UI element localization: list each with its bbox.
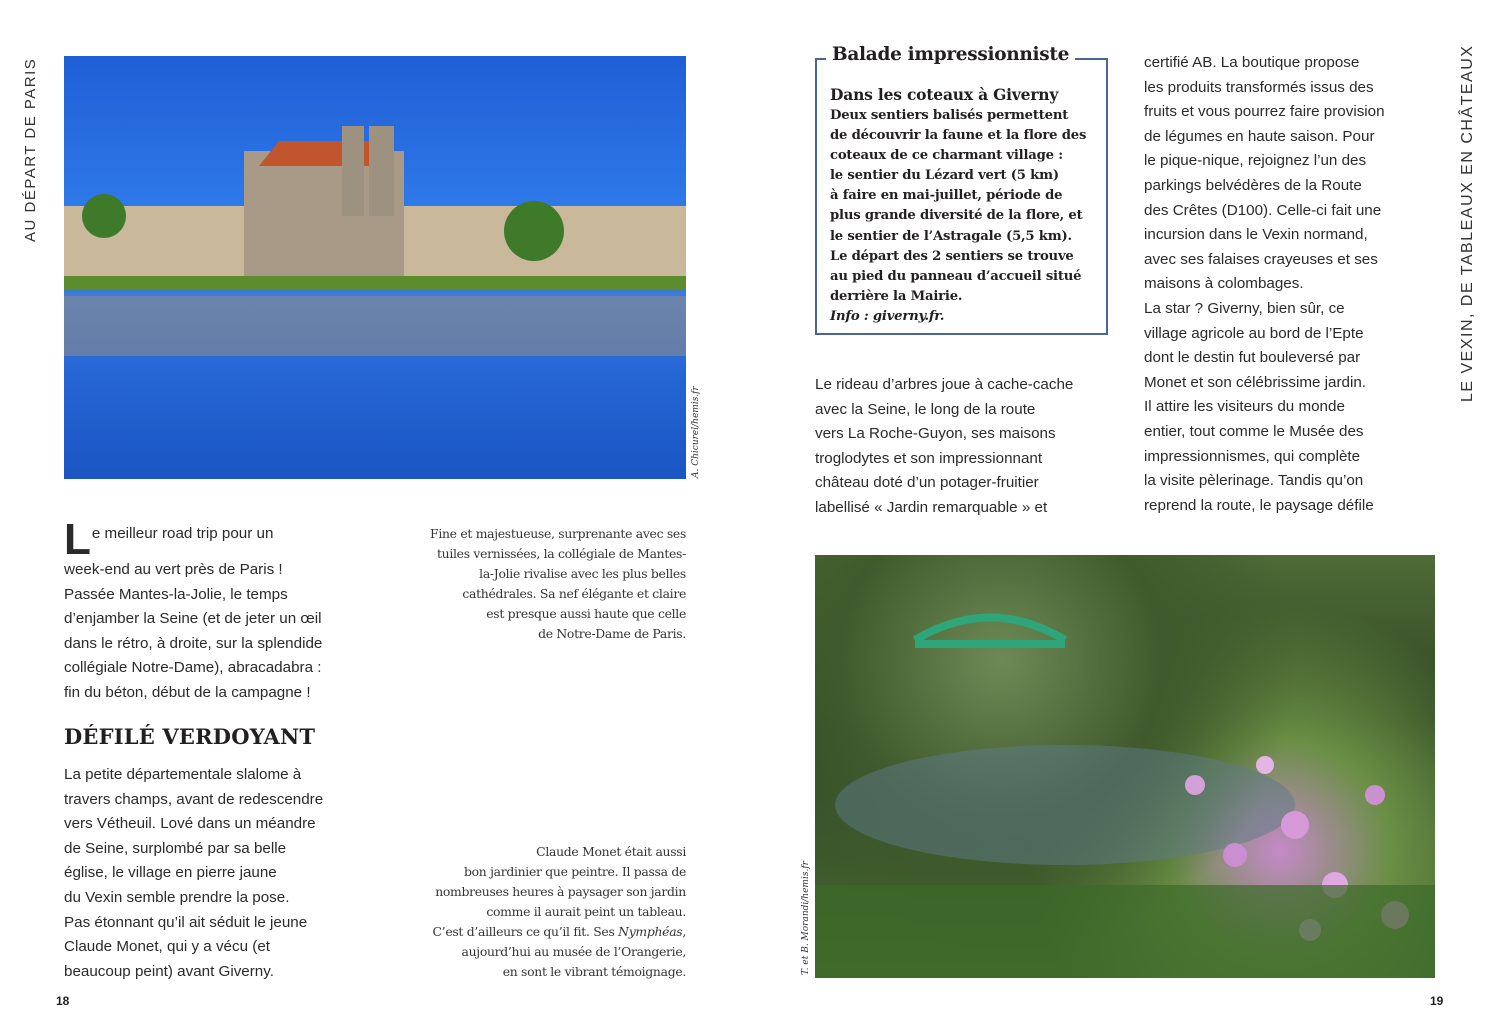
text-line: Fine et majestueuse, surprenante avec ses — [430, 526, 686, 541]
garden-illustration — [815, 555, 1435, 978]
drop-cap: L — [64, 515, 91, 564]
text-line: de légumes en haute saison. Pour — [1144, 127, 1375, 145]
text-line: Claude Monet était aussi — [536, 844, 686, 859]
text-line: comme il aurait peint un tableau. — [486, 904, 686, 919]
text-line: Claude Monet, qui y a vécu (et — [64, 938, 270, 956]
text-line: avec la Seine, le long de la route — [815, 400, 1036, 418]
text-span: , — [682, 924, 686, 939]
text-line: plus grande diversité de la flore, et — [830, 208, 1083, 224]
text-line: labellisé « Jardin remarquable » et — [815, 498, 1048, 516]
text-line: week-end au vert près de Paris ! — [64, 561, 283, 578]
page-number-left: 18 — [56, 994, 70, 1008]
paragraph-mid — [815, 373, 1073, 521]
text-line: de Seine, surplombé par sa belle — [64, 839, 287, 857]
text-line: travers champs, avant de redescendre — [64, 790, 324, 808]
text-line: collégiale Notre-Dame), abracadabra : — [64, 659, 322, 677]
intro-paragraph — [64, 515, 364, 706]
text-line: Il attire les visiteurs du monde — [1144, 398, 1345, 416]
photo-credit-1: A. Chicurel/hemis.fr — [691, 386, 701, 478]
text-line: vers Vétheuil. Lové dans un méandre — [64, 815, 316, 833]
box-info-link: Info : giverny.fr. — [830, 308, 945, 324]
box-subtitle: Dans les coteaux à Giverny — [830, 85, 1059, 104]
text-line: parkings belvédères de la Route — [1144, 176, 1362, 194]
text-line: maisons à colombages. — [1144, 275, 1304, 293]
text-line: e meilleur road trip pour un — [91, 525, 274, 542]
box-body — [830, 84, 1086, 327]
text-line: La star ? Giverny, bien sûr, ce — [1144, 299, 1345, 317]
text-line: Passée Mantes-la-Jolie, le temps — [64, 585, 288, 603]
text-line: vers La Roche-Guyon, ses maisons — [815, 425, 1056, 443]
section-label-right: LE VEXIN, DE TABLEAUX EN CHÂTEAUX — [1459, 44, 1476, 402]
text-line: fruits et vous pourrez faire provision — [1144, 103, 1385, 121]
italic-title: Nymphéas — [618, 924, 683, 939]
text-line: la visite pèlerinage. Tandis qu’on — [1144, 472, 1364, 490]
text-line: impressionnismes, qui complète — [1144, 447, 1361, 465]
text-line: au pied du panneau d’accueil situé — [830, 268, 1082, 284]
box-title: Balade impressionniste — [826, 44, 1075, 65]
text-line: incursion dans le Vexin normand, — [1144, 226, 1368, 244]
section-heading: DÉFILÉ VERDOYANT — [64, 724, 316, 749]
text-line: avec ses falaises crayeuses et ses — [1144, 250, 1378, 268]
section-label-left: AU DÉPART DE PARIS — [22, 57, 39, 242]
text-line: La petite départementale slalome à — [64, 766, 302, 783]
caption-monet — [433, 842, 687, 982]
text-line: les produits transformés issus des — [1144, 78, 1374, 96]
photo-credit-2: T. et B. Morandi/hemis.fr — [801, 861, 811, 975]
text-line: le sentier de l’Astragale (5,5 km). — [830, 228, 1072, 244]
text-line: du Vexin semble prendre la pose. — [64, 888, 290, 906]
text-line: à faire en mai-juillet, période de — [830, 188, 1063, 204]
text-line: aujourd’hui au musée de l’Orangerie, — [461, 944, 686, 959]
text-line: reprend la route, le paysage défile — [1144, 496, 1374, 514]
page-number-right: 19 — [1430, 994, 1444, 1008]
text-line: troglodytes et son impressionnant — [815, 449, 1043, 467]
collegiale-illustration — [64, 56, 686, 479]
text-line: Le rideau d’arbres joue à cache-cache — [815, 376, 1074, 393]
text-line: cathédrales. Sa nef élégante et claire — [462, 586, 686, 601]
text-line: bon jardinier que peintre. Il passa de — [463, 864, 686, 879]
text-line: château doté d’un potager-fruitier — [815, 474, 1039, 492]
text-line: le pique-nique, rejoignez l’un des — [1144, 152, 1367, 170]
text-line: derrière la Mairie. — [830, 288, 963, 304]
text-line: tuiles vernissées, la collégiale de Mantes- — [436, 546, 686, 561]
text-line: de découvrir la faune et la flore des — [830, 128, 1087, 144]
text-line: Deux sentiers balisés permettent — [830, 108, 1069, 123]
photo-collegiale-mantes — [64, 56, 686, 479]
text-line: est presque aussi haute que celle — [486, 606, 686, 621]
text-line: en sont le vibrant témoignage. — [502, 964, 686, 979]
text-line: coteaux de ce charmant village : — [830, 148, 1063, 164]
text-line: Le départ des 2 sentiers se trouve — [830, 248, 1074, 264]
text-line: certifié AB. La boutique propose — [1144, 54, 1360, 71]
text-line: église, le village en pierre jaune — [64, 864, 277, 882]
text-line: Pas étonnant qu’il ait séduit le jeune — [64, 913, 308, 931]
text-line: entier, tout comme le Musée des — [1144, 422, 1364, 440]
photo-jardin-giverny — [815, 555, 1435, 978]
text-line: dans le rétro, à droite, sur la splendide — [64, 634, 323, 652]
text-line: fin du béton, début de la campagne ! — [64, 683, 311, 701]
text-span: C’est d’ailleurs ce qu’il fit. Ses — [432, 924, 619, 939]
text-line: la-Jolie rivalise avec les plus belles — [479, 566, 686, 581]
text-line: le sentier du Lézard vert (5 km) — [830, 168, 1059, 184]
text-line: dont le destin fut bouleversé par — [1144, 349, 1361, 367]
paragraph-2 — [64, 763, 323, 984]
text-line — [433, 922, 687, 942]
text-line: Monet et son célébrissime jardin. — [1144, 373, 1367, 391]
paragraph-right — [1144, 51, 1385, 518]
text-line: village agricole au bord de l’Epte — [1144, 324, 1364, 342]
text-line: d’enjamber la Seine (et de jeter un œil — [64, 610, 322, 628]
caption-collegiale — [430, 524, 686, 644]
text-line: de Notre-Dame de Paris. — [538, 626, 686, 641]
text-line: nombreuses heures à paysager son jardin — [435, 884, 686, 899]
text-line: des Crêtes (D100). Celle-ci fait une — [1144, 201, 1382, 219]
text-line: beaucoup peint) avant Giverny. — [64, 962, 274, 980]
